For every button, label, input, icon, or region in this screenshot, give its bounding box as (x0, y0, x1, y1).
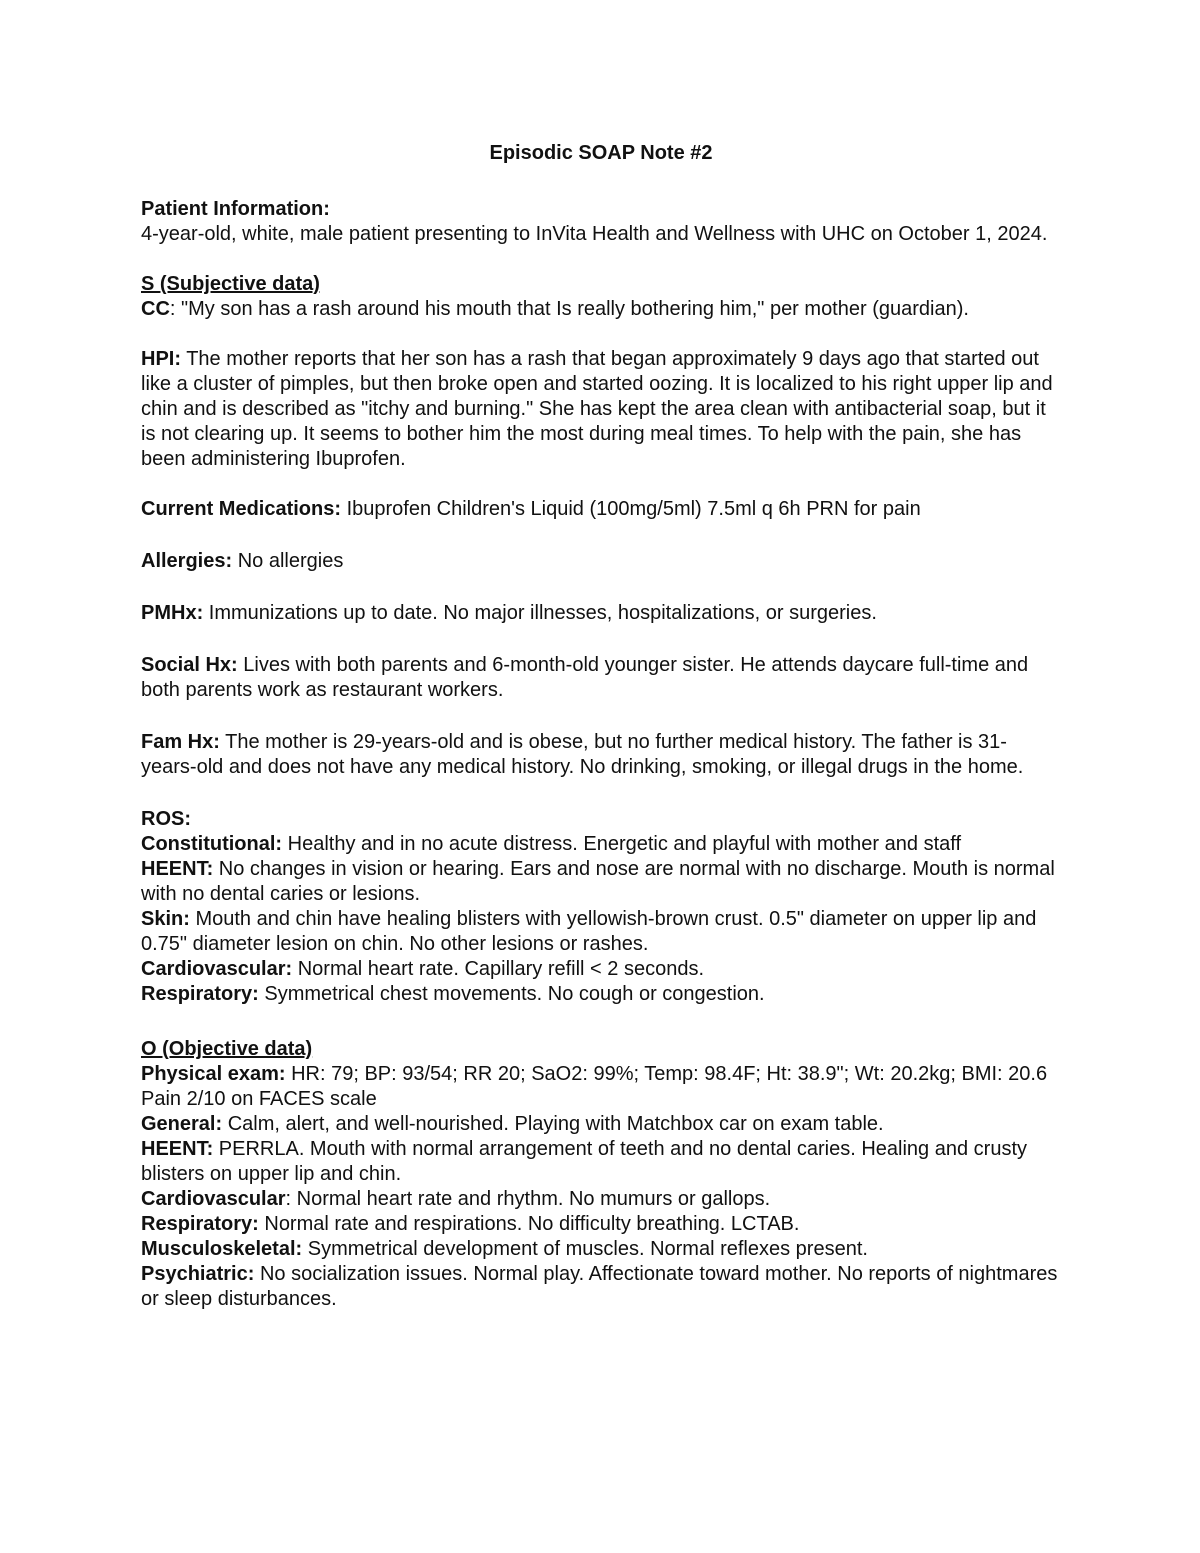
patient-info-text: 4-year-old, white, male patient presenting to InVita Health and Wellness with UHC on October 1, 2024. (141, 223, 1048, 245)
ros-skin (141, 907, 1061, 957)
spacer (141, 574, 1061, 601)
obj-psychiatric (141, 1262, 1061, 1312)
obj-cardiovascular-label: Cardiovascular (141, 1188, 286, 1210)
obj-general-text: Calm, alert, and well-nourished. Playing with Matchbox car on exam table. (222, 1113, 884, 1135)
subjective-heading: S (Subjective data) (141, 273, 320, 295)
ros-heent-label: HEENT: (141, 858, 214, 880)
obj-cardiovascular-text: : Normal heart rate and rhythm. No mumurs or gallops. (285, 1188, 771, 1210)
pmhx-label: PMHx: (141, 602, 204, 624)
cc-paragraph (141, 297, 1061, 322)
hpi-label: HPI: (141, 348, 181, 370)
cc-label: CC (141, 298, 170, 320)
patient-info-label: Patient Information: (141, 198, 330, 220)
ros-respiratory (141, 982, 1061, 1007)
obj-musculoskeletal-label: Musculoskeletal: (141, 1238, 303, 1260)
ros-constitutional-label: Constitutional: (141, 833, 283, 855)
obj-heent-text: PERRLA. Mouth with normal arrangement of teeth and no dental caries. Healing and crusty blisters on upper lip and chin. (141, 1138, 1028, 1185)
social-label: Social Hx: (141, 654, 238, 676)
obj-musculoskeletal-text: Symmetrical development of muscles. Normal reflexes present. (302, 1238, 868, 1260)
obj-physical-label: Physical exam: (141, 1063, 286, 1085)
spacer (141, 322, 1061, 347)
obj-psychiatric-label: Psychiatric: (141, 1263, 255, 1285)
obj-physical-text: HR: 79; BP: 93/54; RR 20; SaO2: 99%; Temp: 98.4F; Ht: 38.9"; Wt: 20.2kg; BMI: 20.6 Pain 2/10 on FACES scale (141, 1063, 1048, 1110)
ros-heading: ROS: (141, 808, 191, 830)
spacer (141, 522, 1061, 549)
obj-respiratory (141, 1212, 1061, 1237)
obj-physical (141, 1062, 1061, 1112)
pmhx-paragraph (141, 601, 1061, 626)
ros-constitutional (141, 832, 1061, 857)
objective-heading: O (Objective data) (141, 1038, 313, 1060)
spacer (141, 1007, 1061, 1037)
medications-label: Current Medications: (141, 498, 342, 520)
obj-general-label: General: (141, 1113, 223, 1135)
ros-respiratory-label: Respiratory: (141, 983, 259, 1005)
ros-heent-text: No changes in vision or hearing. Ears and nose are normal with no discharge. Mouth is normal with no dental caries or lesions. (141, 858, 1055, 905)
medications-paragraph (141, 497, 1061, 522)
allergies-text: No allergies (232, 550, 344, 572)
obj-cardiovascular (141, 1187, 1061, 1212)
ros-cardiovascular-text: Normal heart rate. Capillary refill < 2 seconds. (292, 958, 705, 980)
ros-cardiovascular-label: Cardiovascular: (141, 958, 293, 980)
social-paragraph (141, 653, 1061, 703)
page-title: Episodic SOAP Note #2 (489, 142, 713, 164)
medications-text: Ibuprofen Children's Liquid (100mg/5ml) 7.5ml q 6h PRN for pain (341, 498, 921, 520)
pmhx-text: Immunizations up to date. No major illnesses, hospitalizations, or surgeries. (203, 602, 877, 624)
obj-musculoskeletal (141, 1237, 1061, 1262)
obj-heent-label: HEENT: (141, 1138, 214, 1160)
ros-skin-text: Mouth and chin have healing blisters with yellowish-brown crust. 0.5" diameter on upper lip and 0.75" diameter lesion on chin. No other lesions or rashes. (141, 908, 1037, 955)
obj-general (141, 1112, 1061, 1137)
obj-heent (141, 1137, 1061, 1187)
ros-skin-label: Skin: (141, 908, 190, 930)
spacer (141, 703, 1061, 730)
allergies-paragraph (141, 549, 1061, 574)
spacer (141, 472, 1061, 497)
obj-psychiatric-text: No socialization issues. Normal play. Affectionate toward mother. No reports of nightmares or sleep disturbances. (141, 1263, 1058, 1310)
social-text: Lives with both parents and 6-month-old younger sister. He attends daycare full-time and both parents work as restaurant workers. (141, 654, 1029, 701)
family-paragraph (141, 730, 1061, 780)
hpi-paragraph (141, 347, 1061, 472)
ros-respiratory-text: Symmetrical chest movements. No cough or congestion. (258, 983, 765, 1005)
family-label: Fam Hx: (141, 731, 220, 753)
cc-text: : "My son has a rash around his mouth that Is really bothering him," per mother (guardian). (169, 298, 969, 320)
spacer (141, 626, 1061, 653)
hpi-text: The mother reports that her son has a rash that began approximately 9 days ago that started out like a cluster of pimples, but then broke open and started oozing. It is localized to his right upper lip and chin and is described as "itchy and burning." She has kept the area clean with antibacterial soap, but it is not clearing up. It seems to bother him the most during meal times. To help with the pain, she has been administering Ibuprofen. (141, 348, 1053, 470)
ros-constitutional-text: Healthy and in no acute distress. Energetic and playful with mother and staff (282, 833, 961, 855)
ros-heent (141, 857, 1061, 907)
spacer (141, 247, 1061, 272)
spacer (141, 780, 1061, 807)
obj-respiratory-label: Respiratory: (141, 1213, 259, 1235)
ros-cardiovascular (141, 957, 1061, 982)
soap-note-page (141, 140, 1061, 1312)
allergies-label: Allergies: (141, 550, 233, 572)
family-text: The mother is 29-years-old and is obese, but no further medical history. The father is 31-years-old and does not have any medical history. No drinking, smoking, or illegal drugs in the home. (141, 731, 1024, 778)
obj-respiratory-text: Normal rate and respirations. No difficulty breathing. LCTAB. (258, 1213, 800, 1235)
